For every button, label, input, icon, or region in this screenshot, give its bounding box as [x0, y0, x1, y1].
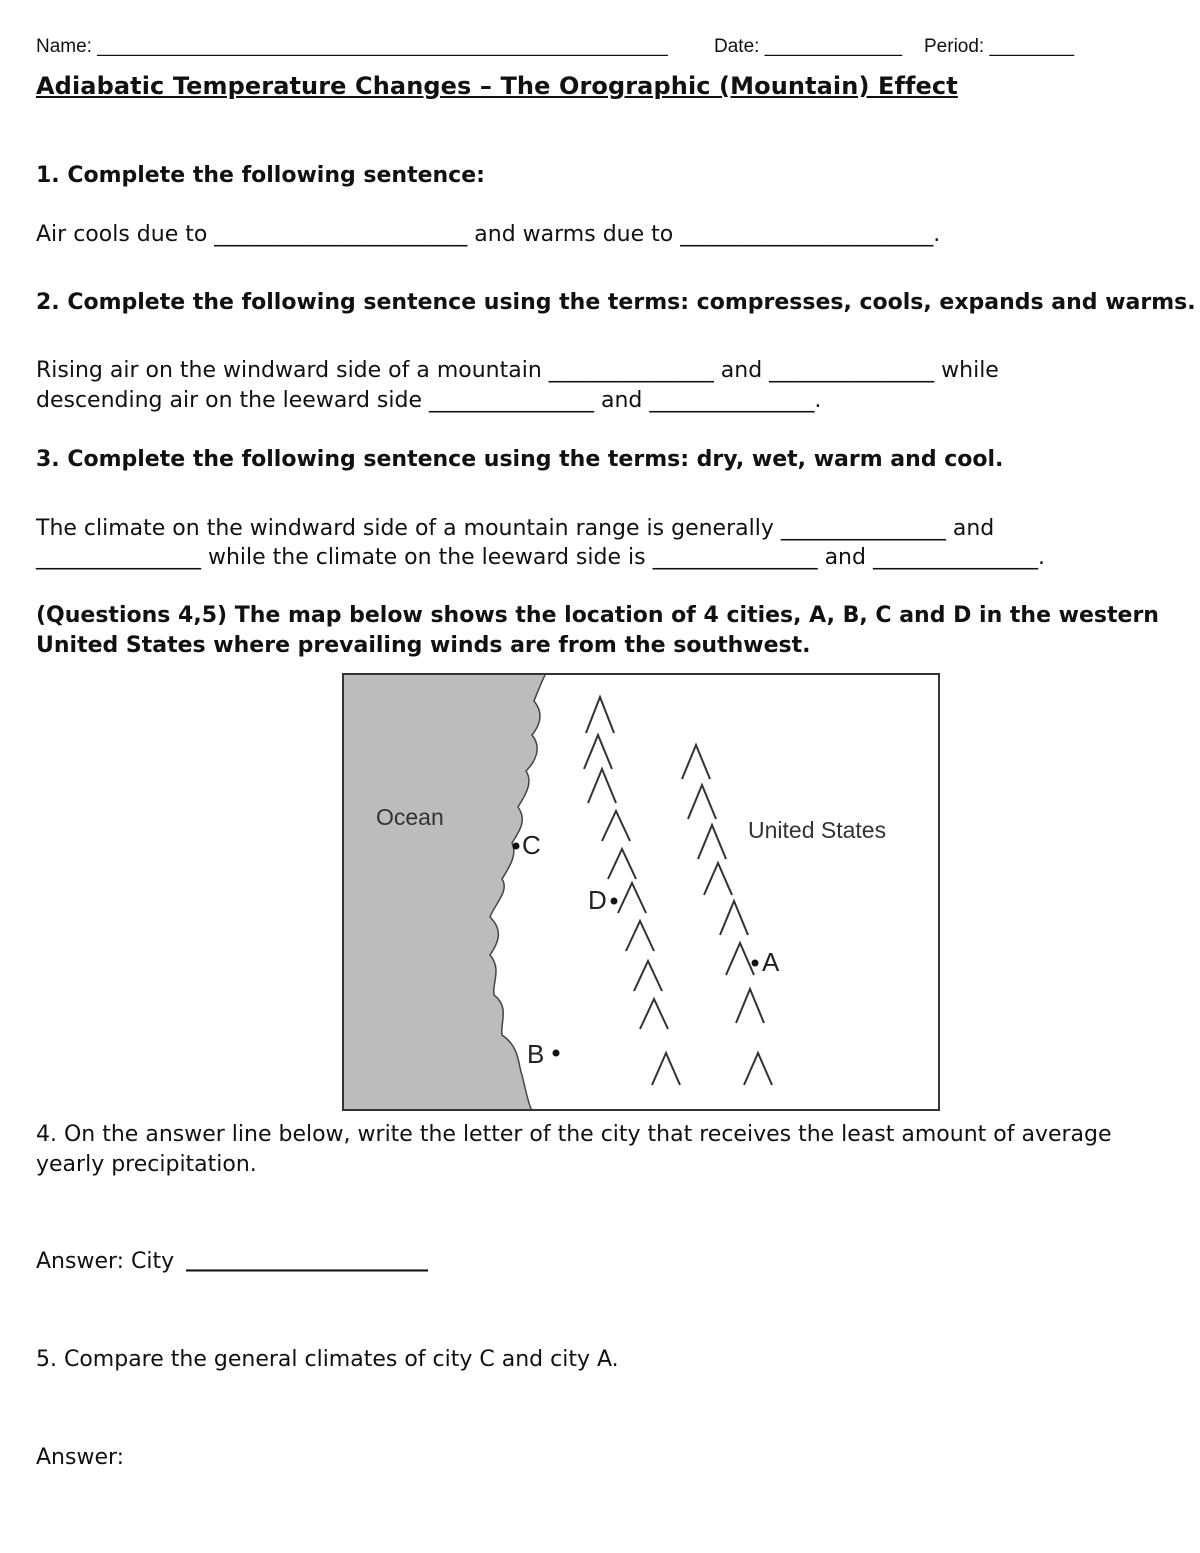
mountain-peak-icon — [688, 785, 716, 819]
mountain-peak-icon — [588, 769, 616, 803]
question-2-line-1: Rising air on the windward side of a mountain _______________ and _______________ while — [36, 358, 999, 383]
mountain-peak-icon — [634, 961, 662, 991]
mountain-peak-icon — [618, 883, 646, 913]
period-field-label: Period: ________ — [924, 36, 1075, 57]
question-3-heading: 3. Complete the following sentence using the terms: dry, wet, warm and cool. — [36, 447, 1004, 472]
city-c-dot — [513, 843, 520, 850]
mountain-peak-icon — [626, 921, 654, 951]
mountain-peak-icon — [652, 1053, 680, 1085]
map-intro-line-1: (Questions 4,5) The map below shows the location of 4 cities, A, B, C and D in the western — [36, 603, 1159, 628]
city-d-dot — [611, 898, 618, 905]
region-label: United States — [748, 817, 887, 843]
mountain-peak-icon — [736, 989, 764, 1023]
mountain-range-east — [682, 745, 772, 1085]
map-figure — [342, 673, 940, 1111]
city-b-label: B — [527, 1039, 545, 1069]
question-1-sentence: Air cools due to _______________________ and warms due to _______________________. — [36, 222, 941, 247]
city-d-label: D — [588, 885, 607, 915]
mountain-peak-icon — [602, 811, 630, 841]
question-2-heading: 2. Complete the following sentence using the terms: compresses, cools, expands and warms. — [36, 290, 1196, 315]
ocean-region — [342, 673, 546, 1111]
question-4-line-2: yearly precipitation. — [36, 1152, 257, 1177]
mountain-peak-icon — [608, 849, 636, 879]
city-a-dot — [752, 960, 759, 967]
question-4-answer-line[interactable]: ______________________ — [186, 1247, 428, 1272]
page-title: Adiabatic Temperature Changes – The Orographic (Mountain) Effect — [36, 72, 958, 100]
city-c-label: C — [522, 830, 541, 860]
mountain-peak-icon — [586, 697, 614, 733]
mountain-peak-icon — [640, 999, 668, 1029]
question-5-prompt: 5. Compare the general climates of city C and city A. — [36, 1347, 619, 1372]
mountain-peak-icon — [584, 735, 612, 769]
city-b-dot — [553, 1050, 560, 1057]
mountain-peak-icon — [704, 863, 732, 895]
question-1-heading: 1. Complete the following sentence: — [36, 163, 485, 188]
city-a-label: A — [762, 947, 780, 977]
question-5-answer-label: Answer: — [36, 1445, 125, 1470]
question-4-line-1: 4. On the answer line below, write the letter of the city that receives the least amount of average — [36, 1122, 1112, 1147]
ocean-label: Ocean — [376, 804, 444, 830]
question-3-line-2: _______________ while the climate on the leeward side is _______________ and _______________. — [36, 545, 1045, 570]
mountain-peak-icon — [682, 745, 710, 779]
mountain-peak-icon — [698, 825, 726, 859]
question-3-line-1: The climate on the windward side of a mountain range is generally _______________ and — [36, 516, 995, 541]
map-intro-line-2: United States where prevailing winds are from the southwest. — [36, 633, 811, 658]
mountain-peak-icon — [726, 943, 754, 975]
date-field-label: Date: _____________ — [714, 36, 903, 57]
question-2-line-2: descending air on the leeward side _______________ and _______________. — [36, 388, 822, 413]
mountain-peak-icon — [744, 1053, 772, 1085]
name-field-label: Name: ______________________________________________________ — [36, 36, 668, 57]
question-4-answer-label: Answer: City — [36, 1249, 175, 1274]
mountain-peak-icon — [720, 901, 748, 935]
